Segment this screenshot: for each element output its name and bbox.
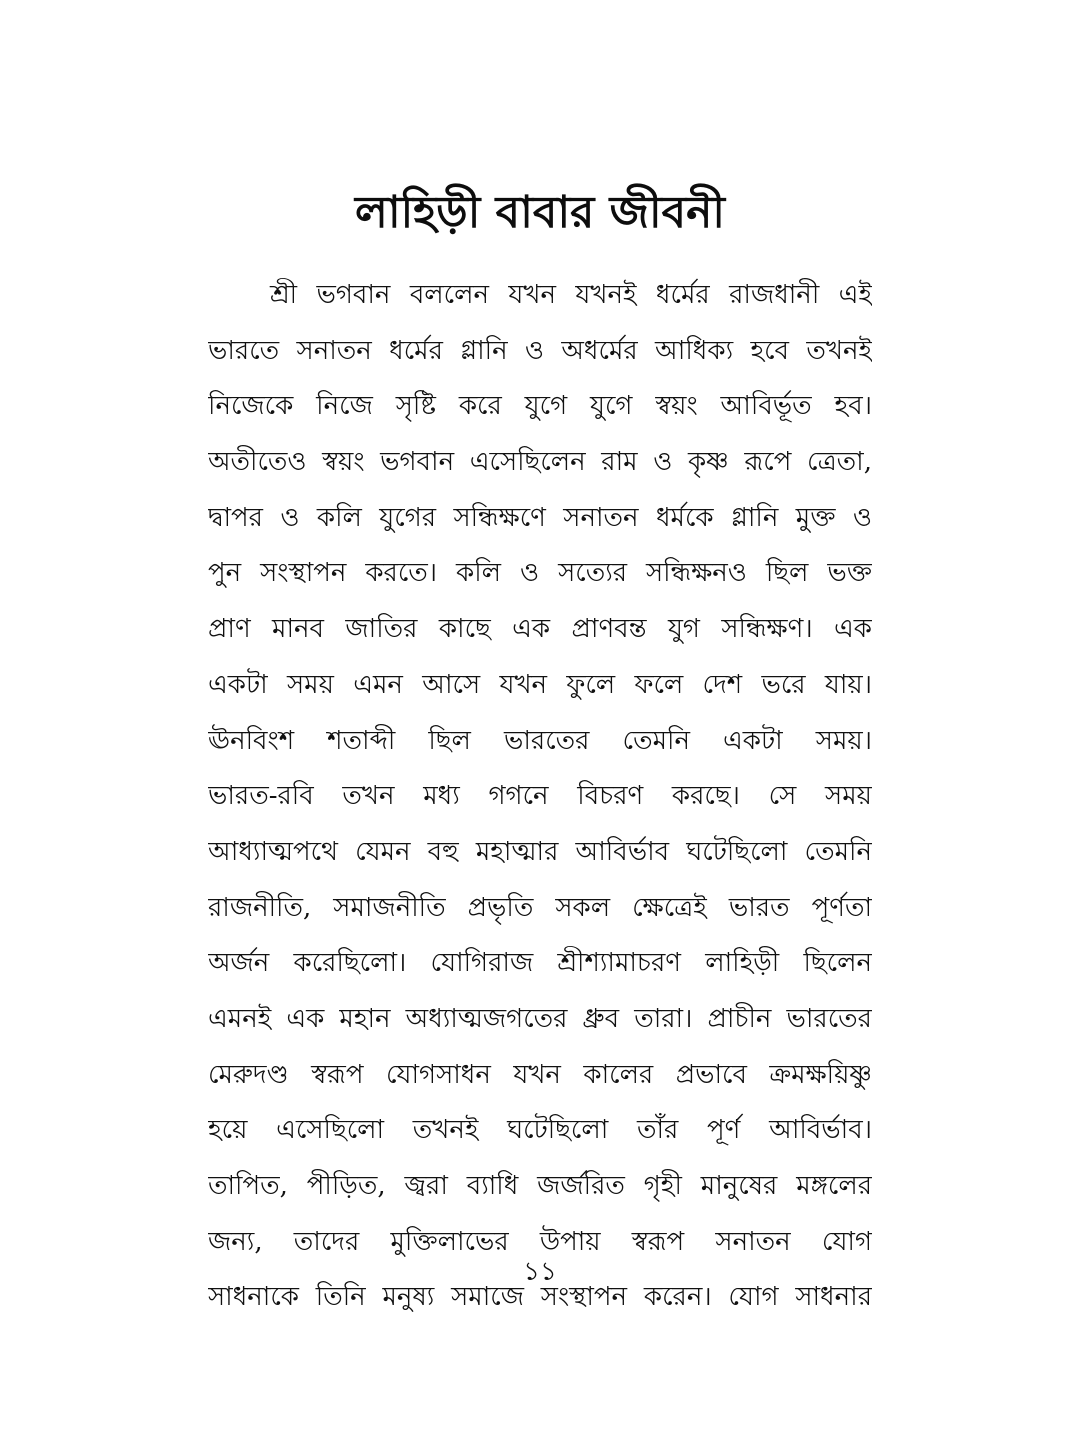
text-line: এমনই এক মহান অধ্যাত্মজগতের ধ্রুব তারা। প্রাচীন ভারতের — [208, 1003, 872, 1034]
text-line: পুন সংস্থাপন করতে। কলি ও সত্যের সন্ধিক্ষনও ছিল ভক্ত — [208, 558, 872, 589]
text-line: হয়ে এসেছিলো তখনই ঘটেছিলো তাঁর পূর্ণ আবির্ভাব। — [208, 1115, 872, 1146]
text-line: ভারতে সনাতন ধর্মের গ্লানি ও অধর্মের আধিক্য হবে তখনই — [208, 335, 872, 366]
text-line: সাধনাকে তিনি মনুষ্য সমাজে সংস্থাপন করেন। যোগ সাধনার — [208, 1282, 872, 1313]
text-line: রাজনীতি, সমাজনীতি প্রভৃতি সকল ক্ষেত্রেই ভারত পূর্ণতা — [208, 892, 872, 923]
text-line: শ্রী ভগবান বললেন যখন যখনই ধর্মের রাজধানী এই — [270, 280, 872, 310]
text-line: ভারত-রবি তখন মধ্য গগনে বিচরণ করছে। সে সময় — [208, 781, 872, 812]
text-line: প্রাণ মানব জাতির কাছে এক প্রাণবন্ত যুগ সন্ধিক্ষণ। এক — [208, 614, 872, 645]
text-line: একটা সময় এমন আসে যখন ফুলে ফলে দেশ ভরে যায়। — [208, 669, 872, 700]
text-line: মেরুদণ্ড স্বরূপ যোগসাধন যখন কালের প্রভাবে ক্রমক্ষয়িষ্ণু — [208, 1059, 872, 1090]
text-line: ঊনবিংশ শতাব্দী ছিল ভারতের তেমনি একটা সময়। — [208, 725, 872, 756]
text-line: দ্বাপর ও কলি যুগের সন্ধিক্ষণে সনাতন ধর্মকে গ্লানি মুক্ত ও — [208, 502, 872, 533]
text-line: অর্জন করেছিলো। যোগিরাজ শ্রীশ্যামাচরণ লাহিড়ী ছিলেন — [208, 948, 872, 979]
chapter-title: লাহিড়ী বাবার জীবনী — [355, 187, 725, 238]
text-line: আধ্যাত্মপথে যেমন বহু মহাত্মার আবির্ভাব ঘটেছিলো তেমনি — [208, 836, 872, 867]
text-line: নিজেকে নিজে সৃষ্টি করে যুগে যুগে স্বয়ং আবির্ভূত হব। — [208, 391, 872, 422]
body-paragraph — [208, 268, 872, 1326]
text-line: জন্য, তাদের মুক্তিলাভের উপায় স্বরূপ সনাতন যোগ — [208, 1226, 872, 1257]
text-line: অতীতেও স্বয়ং ভগবান এসেছিলেন রাম ও কৃষ্ণ রূপে ত্রেতা, — [208, 447, 872, 478]
page-number: ১১ — [523, 1257, 557, 1287]
text-line: তাপিত, পীড়িত, জ্বরা ব্যাধি জর্জরিত গৃহী মানুষের মঙ্গলের — [208, 1171, 872, 1201]
